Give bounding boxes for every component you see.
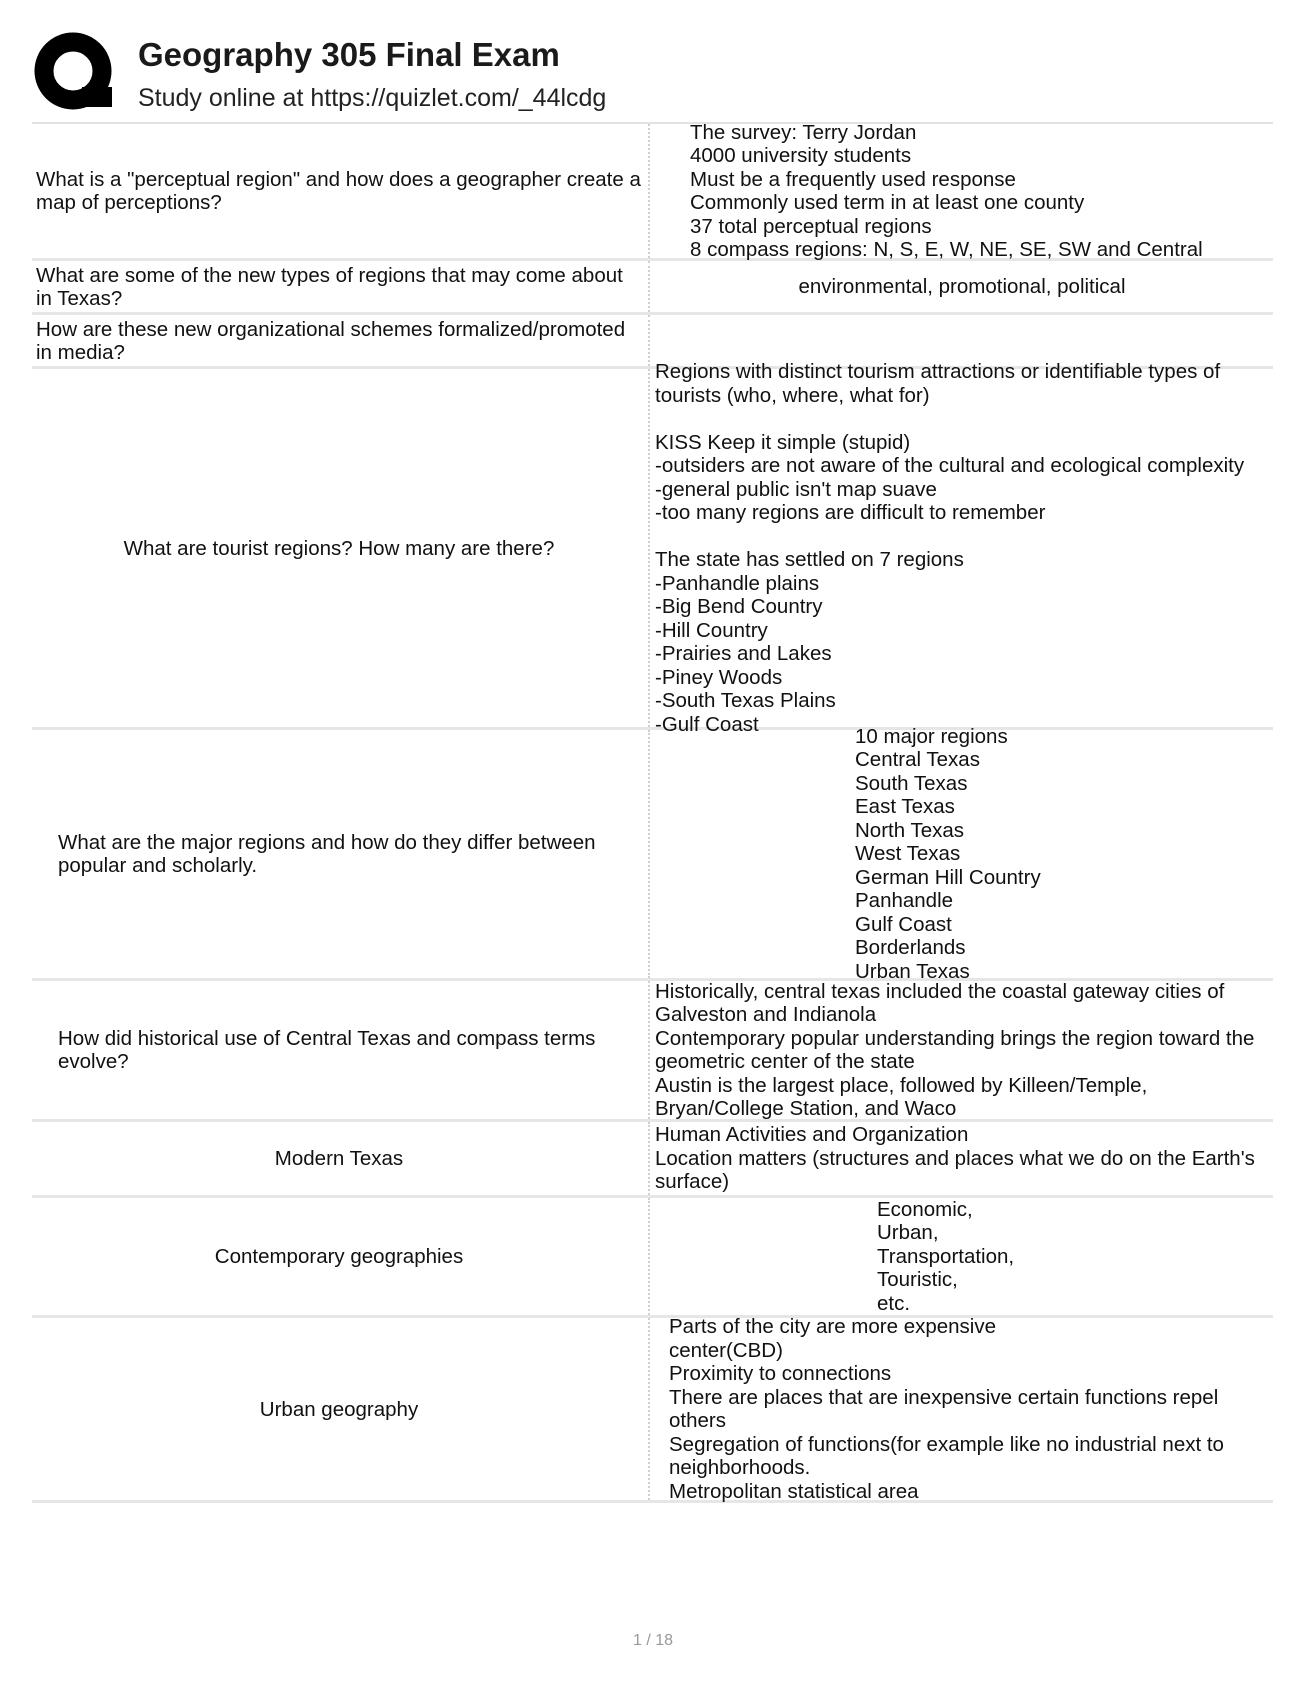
definition-line: North Texas xyxy=(855,818,965,842)
definition-line xyxy=(655,407,1269,431)
definition-line xyxy=(655,525,1269,549)
flashcard-row xyxy=(32,724,1273,983)
definition-line: Location matters (structures and places what we do on the Earth's surface) xyxy=(655,1146,1261,1194)
definition-cell xyxy=(650,1122,1273,1195)
quizlet-logo-icon xyxy=(34,32,120,118)
study-link[interactable]: Study online at https://quizlet.com/_44lcdg xyxy=(138,84,607,112)
definition-line: 4000 university students xyxy=(690,144,912,167)
term-cell: Contemporary geographies xyxy=(32,1198,650,1315)
page-header xyxy=(34,30,1274,120)
definition-cell xyxy=(650,261,1273,312)
definition-line: Borderlands xyxy=(855,936,966,960)
definition-line: etc. xyxy=(877,1291,911,1315)
definition-line: -South Texas Plains xyxy=(655,689,836,712)
definition-line: -Big Bend Country xyxy=(655,595,823,618)
definition-line: Contemporary popular understanding brings the region toward the geometric center of the state xyxy=(655,1026,1261,1073)
flashcard-table xyxy=(32,122,1273,1503)
definition-line: German Hill Country xyxy=(855,865,1041,889)
flashcard-row xyxy=(32,981,1273,1122)
definition-line: West Texas xyxy=(855,842,961,866)
definition-line: -too many regions are difficult to remember xyxy=(655,501,1046,524)
term-cell: How did historical use of Central Texas and compass terms evolve? xyxy=(32,981,650,1119)
definition-line: Economic, xyxy=(877,1197,973,1221)
definition-cell xyxy=(650,724,1273,983)
definition-line: 10 major regions xyxy=(855,724,1008,748)
term-cell: Modern Texas xyxy=(32,1122,650,1195)
definition-line: Human Activities and Organization xyxy=(655,1123,969,1147)
term-cell: What are the major regions and how do they differ between popular and scholarly. xyxy=(32,730,650,978)
term-cell: What are tourist regions? How many are there? xyxy=(32,369,650,727)
definition-line: Metropolitan statistical area xyxy=(669,1479,919,1503)
definition-line: Segregation of functions(for example like no industrial next to neighborhoods. xyxy=(669,1432,1230,1479)
definition-cell xyxy=(650,1315,1273,1503)
definition-line: South Texas xyxy=(855,771,968,795)
definition-line: center(CBD) xyxy=(669,1338,783,1362)
definition-line: Historically, central texas included the coastal gateway cities of Galveston and Indianola xyxy=(655,979,1231,1026)
definition-line: -Panhandle plains xyxy=(655,571,820,595)
definition-line: Urban Texas xyxy=(855,959,970,983)
page-number: 1 / 18 xyxy=(632,1632,674,1649)
definition-line: Proximity to connections xyxy=(669,1362,892,1385)
flashcard-row xyxy=(32,1198,1273,1318)
definition-line: Gulf Coast xyxy=(855,912,952,936)
definition-line: The state has settled on 7 regions xyxy=(655,548,964,571)
definition-line: Panhandle xyxy=(855,889,954,913)
definition-line: 8 compass regions: N, S, E, W, NE, SE, SW and Central xyxy=(690,238,1203,261)
definition-line: Central Texas xyxy=(855,748,980,772)
definition-line: 37 total perceptual regions xyxy=(690,214,932,238)
term-cell: How are these new organizational schemes formalized/promoted in media? xyxy=(32,315,650,366)
definition-line: Austin is the largest place, followed by Killeen/Temple, Bryan/College Station, and Waco xyxy=(655,1073,1153,1120)
term-cell: Urban geography xyxy=(32,1318,650,1500)
definition-line: -Hill Country xyxy=(655,618,768,642)
definition-line: environmental, promotional, political xyxy=(798,274,1126,298)
definition-cell xyxy=(650,120,1273,261)
definition-line: Commonly used term in at least one county xyxy=(690,191,1085,214)
term-cell: What are some of the new types of regions that may come about in Texas? xyxy=(32,261,650,312)
definition-line: -general public isn't map suave xyxy=(655,477,937,501)
definition-line: KISS Keep it simple (stupid) xyxy=(655,430,911,454)
definition-line: Parts of the city are more expensive xyxy=(669,1315,997,1338)
definition-line: There are places that are inexpensive certain functions repel others xyxy=(669,1385,1224,1432)
definition-cell xyxy=(650,981,1273,1119)
definition-line: The survey: Terry Jordan xyxy=(690,120,917,144)
flashcard-row xyxy=(32,1315,1273,1503)
definition-cell xyxy=(650,1198,1273,1315)
flashcard-row xyxy=(32,120,1273,261)
definition-line: East Texas xyxy=(855,795,955,819)
definition-line: Touristic, xyxy=(877,1268,958,1292)
definition-line: -Prairies and Lakes xyxy=(655,642,832,665)
definition-line: -Piney Woods xyxy=(655,665,783,689)
definition-cell xyxy=(650,315,1273,366)
definition-line: Urban, xyxy=(877,1221,939,1245)
page-title: Geography 305 Final Exam xyxy=(138,36,560,73)
term-cell: What is a "perceptual region" and how does a geographer create a map of perceptions? xyxy=(32,124,650,258)
definition-line: -Gulf Coast xyxy=(655,712,759,736)
definition-line: Must be a frequently used response xyxy=(690,167,1016,191)
flashcard-row xyxy=(32,1122,1273,1198)
flashcard-row xyxy=(32,261,1273,315)
definition-line: Transportation, xyxy=(877,1244,1015,1268)
definition-line: -outsiders are not aware of the cultural and ecological complexity xyxy=(655,454,1245,477)
definition-line: Regions with distinct tourism attractions or identifiable types of tourists (who, where, what for) xyxy=(655,360,1226,407)
